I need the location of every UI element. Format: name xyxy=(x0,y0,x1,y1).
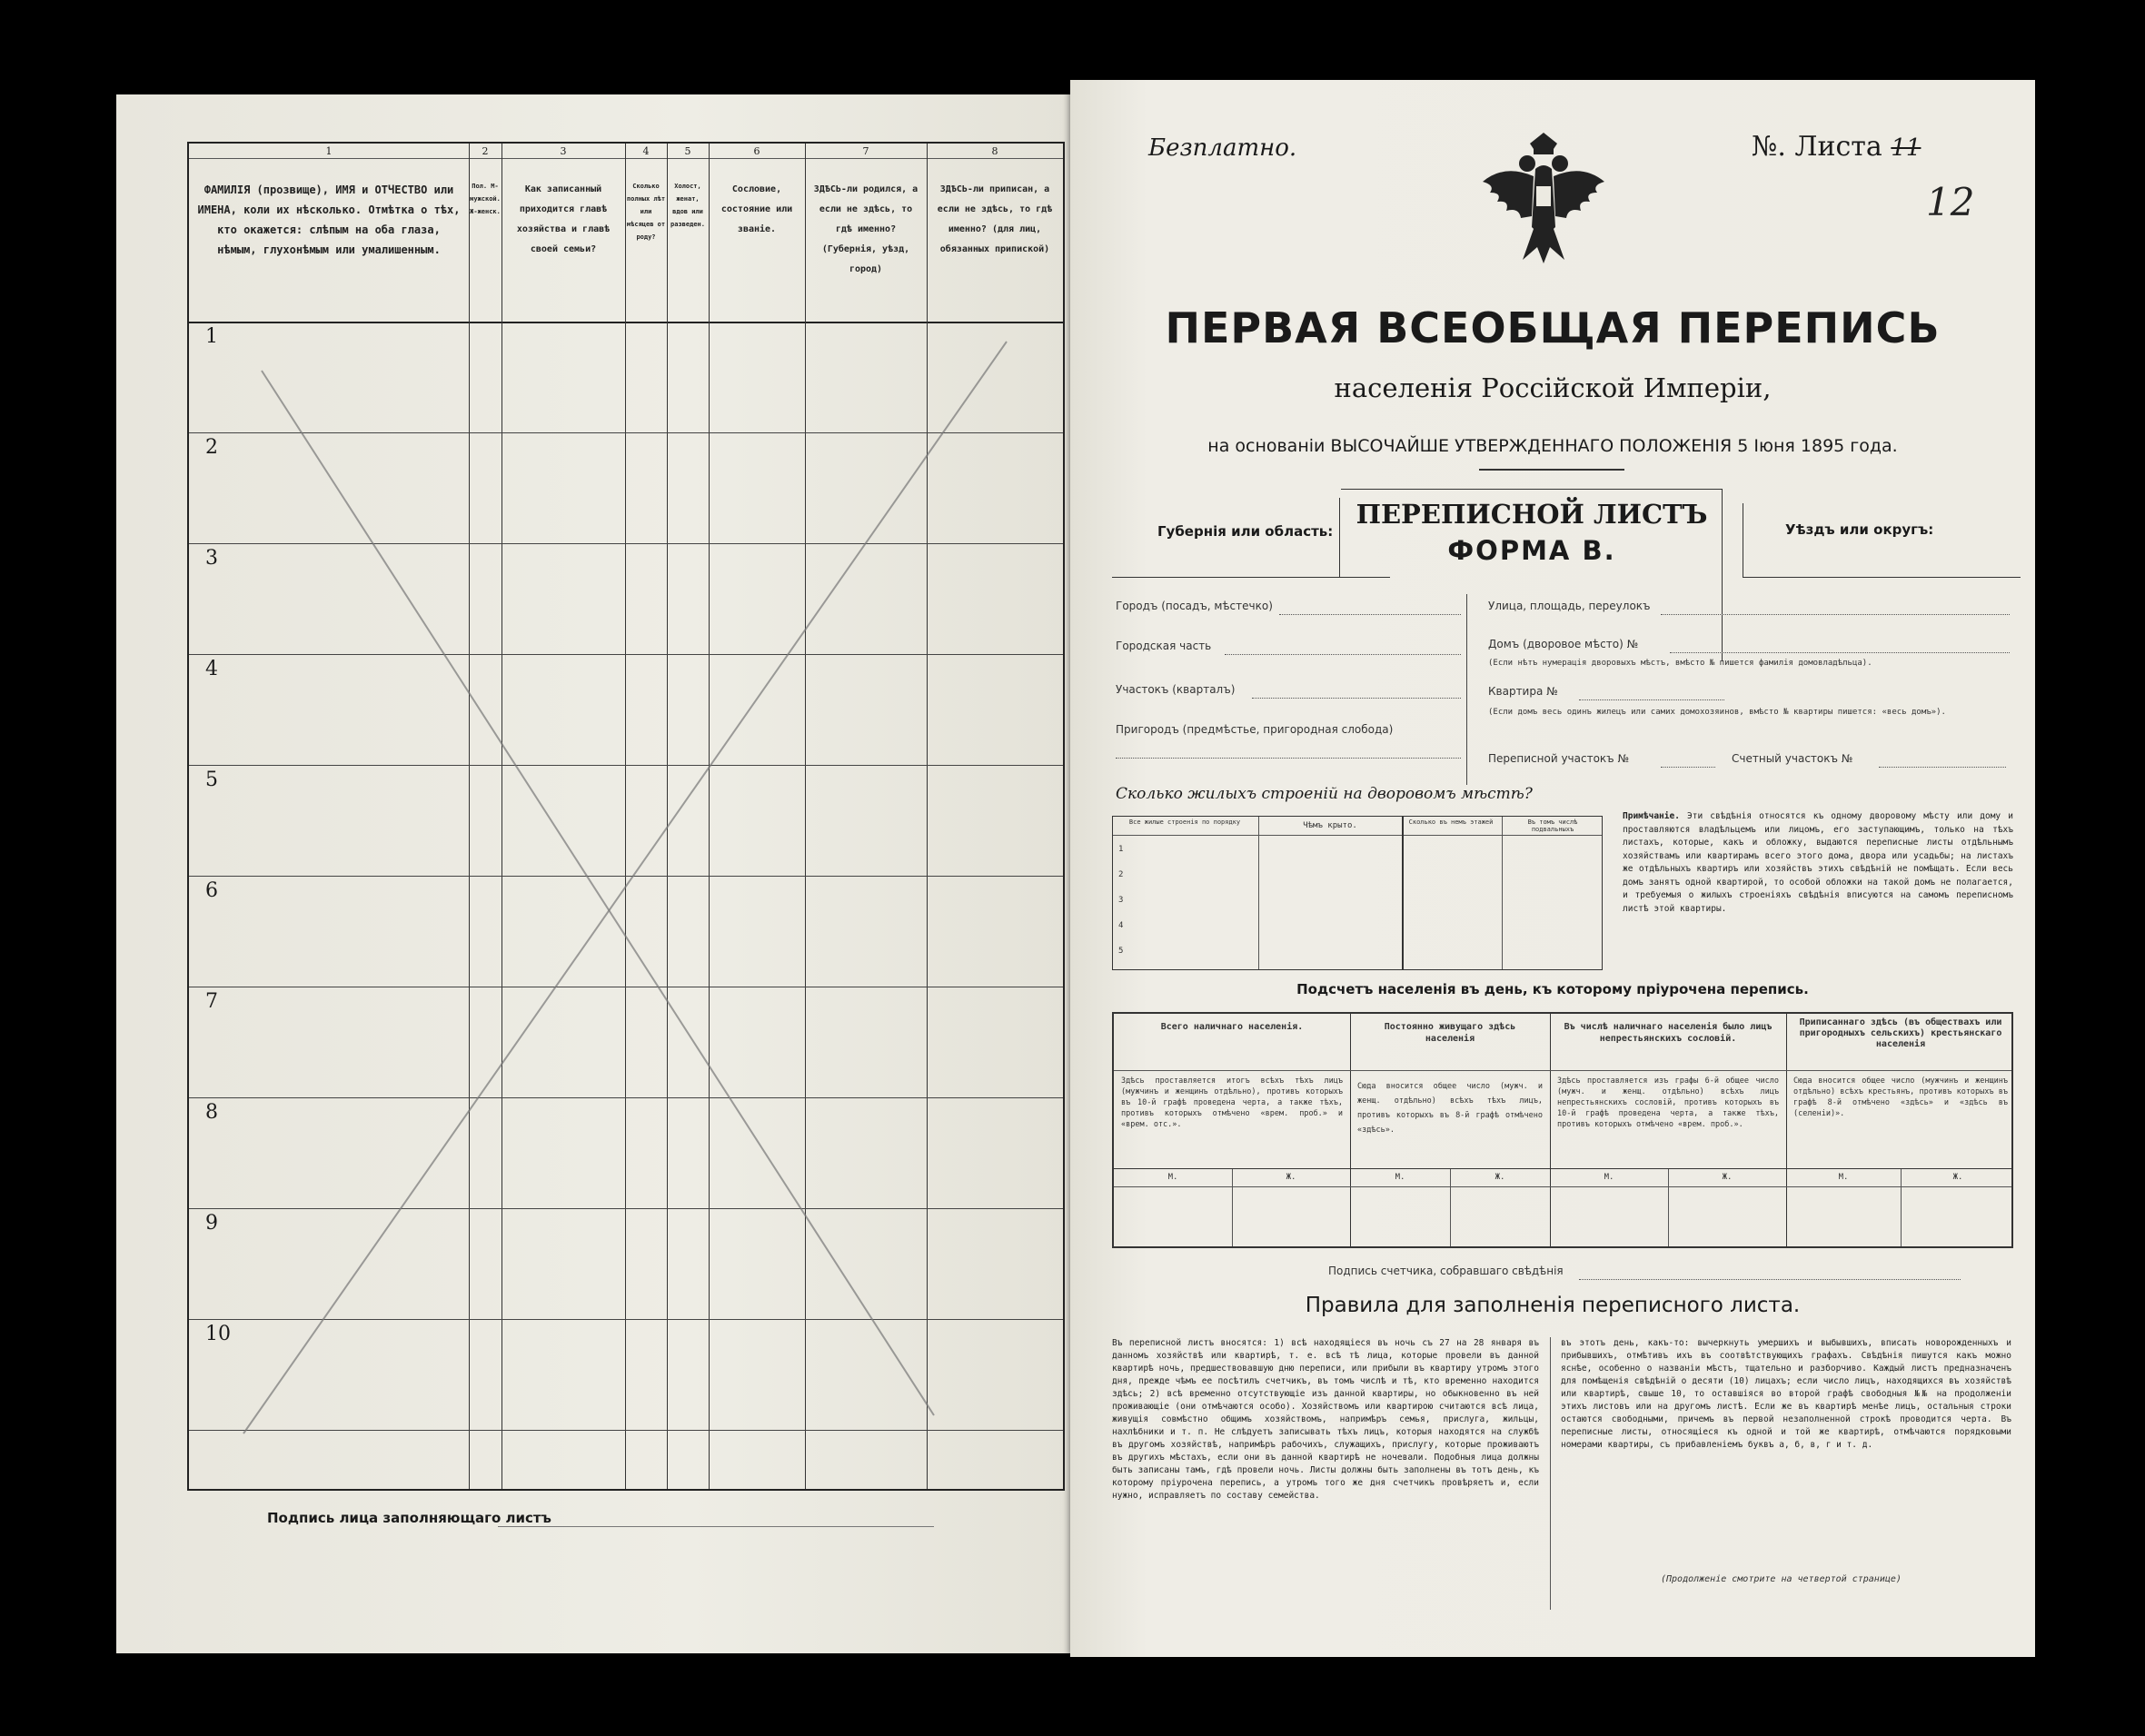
row-number: 7 xyxy=(205,990,218,1013)
right-page xyxy=(1070,80,2035,1657)
sheet-title-box xyxy=(1341,489,1723,661)
field-line xyxy=(1661,614,2010,615)
sheet-number-label: №. Листа 11 xyxy=(1752,131,1922,163)
count-heading: Подсчетъ населенія въ день, къ которому пріурочена перепись. xyxy=(1296,981,1809,997)
field-house: Домъ (дворовое мѣсто) № xyxy=(1488,638,1639,650)
field-precinct: Участокъ (кварталъ) xyxy=(1116,683,1236,696)
row-number: 6 xyxy=(205,879,218,902)
column-header-estate: Сословие, состояние или званіе. xyxy=(720,184,793,234)
column-number: 2 xyxy=(482,145,489,157)
title-rule xyxy=(1479,469,1624,471)
row-number: 8 xyxy=(205,1101,218,1124)
field-line xyxy=(1670,652,2010,653)
building-row: 3 xyxy=(1118,896,1124,905)
counter-signature-line xyxy=(1579,1279,1961,1280)
field-house-note: (Если нѣтъ нумерація дворовыхъ мѣстъ, вмѣсто № пишется фамилія домовладѣльца). xyxy=(1488,659,1872,668)
signature-line xyxy=(498,1526,934,1527)
province-divider xyxy=(1339,498,1340,578)
district-box: Уѣздъ или округъ: xyxy=(1743,503,2021,578)
field-line xyxy=(1225,654,1461,655)
column-number: 3 xyxy=(560,145,567,157)
field-suburb: Пригородъ (предмѣстье, пригородная слобода) xyxy=(1116,723,1394,736)
field-count-district: Счетный участокъ № xyxy=(1732,752,1853,765)
count-table: Всего наличнаго населенія. Постоянно живущаго здѣсь населенія Въ числѣ наличнаго населенія было лицъ непрестьянскихъ сословій. Приписаннаго здѣсь (въ обществахъ или пригородныхъ сельскихъ) крестьянскаго населенія Здѣсь проставляется итогъ всѣхъ тѣхъ лицъ (мужчинъ и женщинъ отдѣльно), противъ которыхъ въ 10-й графѣ проведена черта, а также тѣхъ, противъ которыхъ отмѣчено «врем. проб.» и «врем. отс.». Сюда вносится общее число (мужч. и женщ. отдѣльно) всѣхъ тѣхъ лицъ, противъ которыхъ въ 8-й графѣ отмѣчено «здѣсь». Здѣсь проставляется изъ графы 6-й общее число (мужч. и женщ. отдѣльно) всѣхъ лицъ непрестьянскихъ сословій, противъ которыхъ въ 10-й графѣ проведена черта, а также тѣхъ, противъ которыхъ отмѣчено «врем. проб.». Сюда вносится общее число (мужчинъ и женщинъ отдѣльно) всѣхъ крестьянъ, противъ которыхъ въ графѣ 8-й отмѣчено «здѣсь» и «здѣсь въ (селеніи)». М. Ж. М. Ж. М. Ж. М. Ж. xyxy=(1112,1012,2013,1248)
column-number: 7 xyxy=(862,145,869,157)
building-row: 1 xyxy=(1118,845,1124,854)
rules-divider xyxy=(1550,1337,1551,1610)
sheet-number-crossed: 11 xyxy=(1891,134,1922,162)
row-number: 9 xyxy=(205,1212,218,1235)
counter-signature-label: Подпись счетчика, собравшаго свѣдѣнія xyxy=(1328,1265,1564,1277)
column-number: 8 xyxy=(991,145,998,157)
rules-continued: (Продолженіе смотрите на четвертой странице) xyxy=(1661,1574,1902,1584)
column-header-birthplace: ЗДѢСЬ-ли родился, а если не здѣсь, то гдѣ именно? (Губернія, уѣзд, город) xyxy=(813,184,919,274)
left-page xyxy=(116,94,1072,1653)
column-header-age: Сколько полных лѣт или мѣсяцев от роду? xyxy=(626,183,666,241)
building-row: 4 xyxy=(1118,921,1124,930)
census-table xyxy=(187,142,1065,1491)
building-row: 2 xyxy=(1118,870,1124,879)
row-number: 10 xyxy=(205,1323,231,1345)
field-line xyxy=(1252,698,1461,699)
field-line xyxy=(1579,699,1724,700)
buildings-table: Все жилые строенія по порядку Чѣмъ крыто. Сколько въ немъ этажей Въ томъ числѣ подвальныхъ 1 2 3 4 5 xyxy=(1112,816,1603,970)
column-number: 1 xyxy=(325,145,333,157)
column-header-sex: Пол. М-мужской. Ж-женск. xyxy=(470,183,501,215)
column-number: 6 xyxy=(753,145,760,157)
column-header-registration: ЗДѢСЬ-ли приписан, а если не здѣсь, то гдѣ именно? (для лиц, обязанных припиской) xyxy=(937,184,1053,254)
free-label: Безплатно. xyxy=(1148,134,1297,162)
field-line xyxy=(1879,767,2006,768)
column-header-relation: Как записанный приходится главѣ хозяйства и главѣ своей семьи? xyxy=(516,184,611,254)
rules-text-right: въ этотъ день, какъ-то: вычеркнуть умершихъ и выбывшихъ, вписать новорожденныхъ и прибывшихъ, отмѣтивъ ихъ въ соотвѣтствующихъ графахъ. Свѣдѣнія пишутся какъ можно яснѣе, особенно о названіи мѣстъ, тщательно и разборчиво. Каждый листъ предназначенъ для помѣщенія свѣдѣній о десяти (10) лицахъ; если число лицъ, находящихся въ хозяйствѣ или квартирѣ, свыше 10, то оставшіяся во второй графѣ свободныя №№ на продолженіи этихъ листовъ или на другомъ листѣ. Если же въ квартирѣ менѣе лицъ, остальныя строки остаются свободными, причемъ въ первой незаполненной строкѣ проводится черта. Въ переписные листы, относящіеся къ одной и той же квартирѣ, отмѣчаются порядковыми номерами квартиры, съ прибавленіемъ буквъ а, б, в, г и т. д. xyxy=(1561,1338,2011,1450)
column-header-name: ФАМИЛІЯ (прозвище), ИМЯ и ОТЧЕСТВО или ИМЕНА, коли их нѣсколько. Отмѣтка о тѣх, кто окажется: слѣпым на оба глаза, нѣмым, глухонѣмым или умалишенным. xyxy=(197,184,461,256)
imperial-eagle-icon xyxy=(1477,127,1610,269)
field-census-district: Переписной участокъ № xyxy=(1488,752,1629,765)
row-number: 2 xyxy=(205,436,218,459)
rules-title: Правила для заполненія переписного листа. xyxy=(1305,1294,1801,1317)
field-line xyxy=(1661,767,1715,768)
field-city: Городъ (посадъ, мѣстечко) xyxy=(1116,600,1273,612)
buildings-question: Сколько жилыхъ строеній на дворовомъ мѣстѣ? xyxy=(1116,785,1533,803)
province-box: Губернія или область: xyxy=(1112,507,1390,578)
column-number: 5 xyxy=(684,145,691,157)
building-row: 5 xyxy=(1118,947,1124,956)
census-title: ПЕРВАЯ ВСЕОБЩАЯ ПЕРЕПИСЬ xyxy=(1165,303,1941,352)
census-subtitle: населенія Россійской Имперіи, xyxy=(1334,372,1772,403)
form-name: ФОРМА В. xyxy=(1447,535,1616,566)
field-street: Улица, площадь, переулокъ xyxy=(1488,600,1651,612)
row-number: 3 xyxy=(205,547,218,570)
field-line xyxy=(1279,614,1461,615)
column-number: 4 xyxy=(642,145,650,157)
rules-text-left: Въ переписной листъ вносятся: 1) всѣ находящіеся въ ночь съ 27 на 28 января въ данномъ хозяйствѣ или квартирѣ, т. е. всѣ тѣ лица, которые провели въ данной квартирѣ ночь, предшествовавшую дню переписи, или прибыли въ квартиру утромъ этого дня, прежде чѣмъ ее посѣтилъ счетчикъ, въ томъ числѣ и тѣ, кто временно находится здѣсь; 2) всѣ временно отсутствующіе изъ данной квартиры, но обыкновенно въ ней проживающіе (они отмѣчаются особо). Хозяйствомъ или квартирою считаются всѣ лица, живущія совмѣстно общимъ хозяйствомъ, напримѣръ семья, прислуга, жильцы, нахлѣбники и т. п. Не слѣдуетъ записывать тѣхъ лицъ, которыя находятся на службѣ въ другомъ хозяйствѣ, напримѣръ рабочихъ, служащихъ, прислугу, которые проживаютъ въ другихъ мѣстахъ, если они въ данной квартирѣ не ночевали. Подобныя лица должны быть записаны тамъ, гдѣ провели ночь. Листы должны быть заполнены въ тотъ день, къ которому пріурочена перепись, а утромъ того же дня счетчикъ провѣряетъ и, если нужно, исправляетъ по составу семейства. xyxy=(1112,1338,1539,1501)
address-divider xyxy=(1466,594,1467,785)
row-number: 5 xyxy=(205,769,218,791)
field-city-part: Городская часть xyxy=(1116,640,1212,652)
signature-label: Подпись лица заполняющаго листъ xyxy=(267,1510,551,1526)
sheet-name: ПЕРЕПИСНОЙ ЛИСТЪ xyxy=(1356,499,1708,530)
row-number: 1 xyxy=(205,325,218,348)
field-apartment: Квартира № xyxy=(1488,685,1558,698)
field-line xyxy=(1116,758,1461,759)
pencil-cross-out xyxy=(189,144,1067,1493)
buildings-note: Примѣчаніе. Эти свѣдѣнія относятся къ одному дворовому мѣсту или дому и проставляются владѣльцемъ или лицомъ, его заступающимъ, только на тѣхъ листахъ, которые, какъ и обложку, выдаются переписные листы отдѣльнымъ хозяйствамъ или квартирамъ всего этого дома, двора или усадьбы; на листахъ же отдѣльныхъ квартиръ или хозяйствъ этихъ свѣдѣній не помѣщать. Если весь домъ занятъ одной квартирой, то особой обложки на такой домъ не полагается, и требуемыя о жилыхъ строеніяхъ свѣдѣнія вписуются на самомъ переписномъ листѣ этой квартиры. xyxy=(1623,811,2013,914)
census-basis-line: на основаніи ВЫСОЧАЙШЕ УТВЕРЖДЕННАГО ПОЛОЖЕНІЯ 5 Іюня 1895 года. xyxy=(1207,436,1898,456)
column-header-marital: Холост, женат, вдов или разведен. xyxy=(670,183,705,228)
row-number: 4 xyxy=(205,658,218,680)
sheet-number-handwritten: 12 xyxy=(1926,180,1975,224)
field-apartment-note: (Если домъ весь одинъ жилецъ или самих домохозяинов, вмѣсто № квартиры пишется: «весь домъ»). xyxy=(1488,708,1946,717)
